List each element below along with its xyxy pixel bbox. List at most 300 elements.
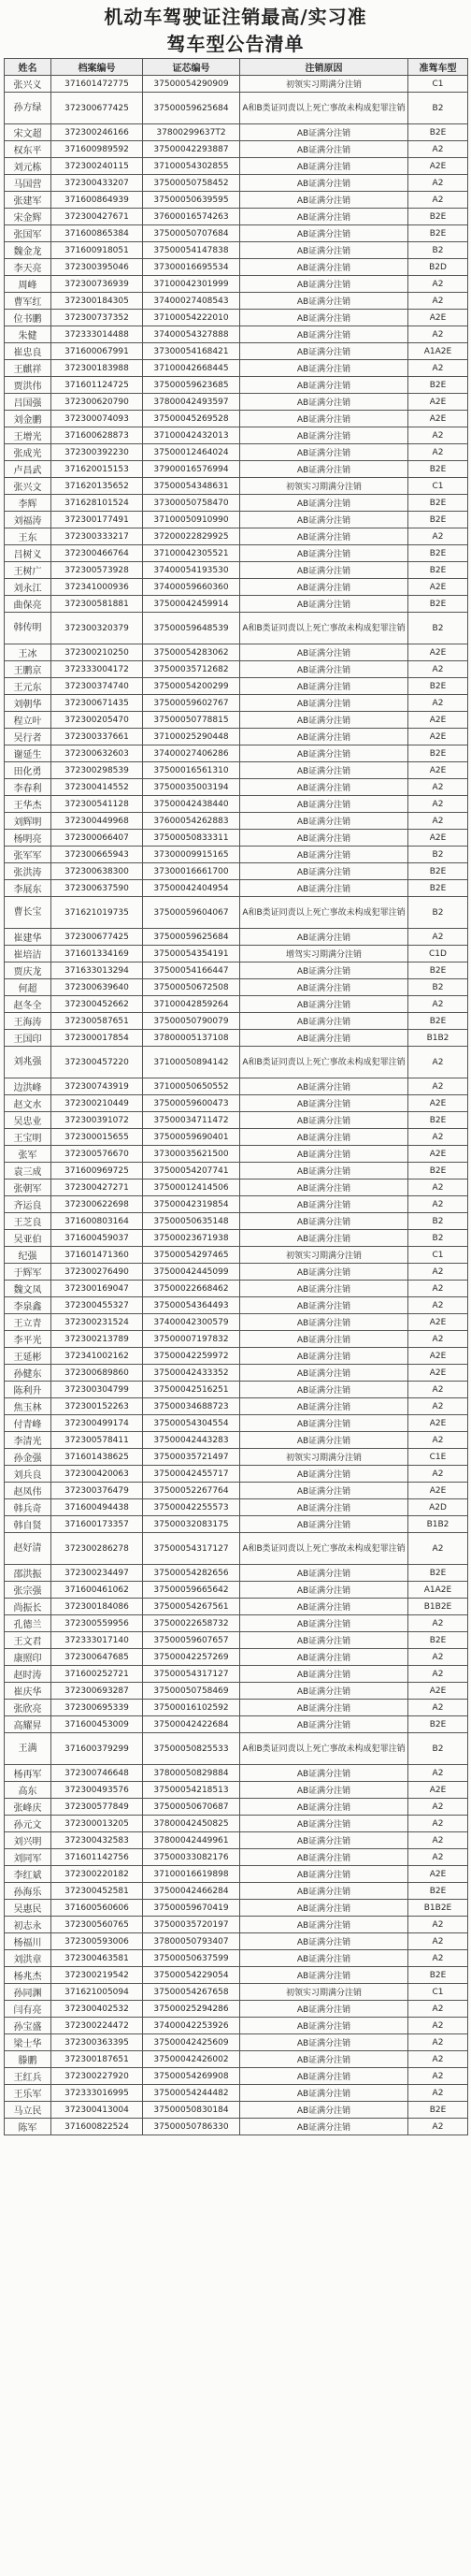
table-row xyxy=(5,377,468,394)
cell-chip-number: 37900016576994 xyxy=(143,461,240,478)
cell-vehicle-class: A2 xyxy=(408,1297,468,1314)
cell-file-number: 372300333217 xyxy=(51,528,143,545)
cell-file-number: 372300693287 xyxy=(51,1683,143,1700)
table-row xyxy=(5,962,468,979)
cell-chip-number: 37100042305521 xyxy=(143,545,240,562)
cell-vehicle-class: A2 xyxy=(408,2018,468,2034)
cell-chip-number: 37100050894142 xyxy=(143,1047,240,1078)
table-row xyxy=(5,1765,468,1782)
cell-vehicle-class: A2 xyxy=(408,175,468,192)
cell-cancel-reason: AB证满分注销 xyxy=(240,1967,408,1984)
cell-file-number: 372300184086 xyxy=(51,1599,143,1615)
cell-vehicle-class: B2 xyxy=(408,242,468,259)
table-row xyxy=(5,1816,468,1832)
cell-chip-number: 37500042466284 xyxy=(143,1883,240,1900)
cell-chip-number: 37100016619898 xyxy=(143,1866,240,1883)
cell-name: 孙元文 xyxy=(5,1816,51,1832)
cell-cancel-reason: AB证满分注销 xyxy=(240,1950,408,1967)
cell-name: 刘兆强 xyxy=(5,1047,51,1078)
table-row xyxy=(5,1799,468,1816)
table-row xyxy=(5,1849,468,1866)
cell-file-number: 372300560765 xyxy=(51,1917,143,1933)
cell-file-number: 372300639640 xyxy=(51,979,143,996)
cell-chip-number: 37500050833311 xyxy=(143,830,240,847)
cell-name: 杨明亮 xyxy=(5,830,51,847)
cell-chip-number: 37500050778815 xyxy=(143,712,240,729)
cell-file-number: 372300541128 xyxy=(51,796,143,813)
cell-file-number: 372300374740 xyxy=(51,678,143,695)
cell-file-number: 372300671435 xyxy=(51,695,143,712)
cell-file-number: 372300184305 xyxy=(51,293,143,310)
cell-vehicle-class: A2 xyxy=(408,1331,468,1348)
cell-chip-number: 37500054304554 xyxy=(143,1415,240,1432)
cell-cancel-reason: AB证满分注销 xyxy=(240,259,408,276)
table-row xyxy=(5,1967,468,1984)
cell-name: 刘洪章 xyxy=(5,1950,51,1967)
cell-name: 张国军 xyxy=(5,225,51,242)
cell-file-number: 371601438625 xyxy=(51,1449,143,1466)
cell-chip-number: 37400027408543 xyxy=(143,293,240,310)
cell-vehicle-class: B2E xyxy=(408,461,468,478)
cell-name: 孙同渊 xyxy=(5,1984,51,2001)
cell-vehicle-class: C1 xyxy=(408,76,468,93)
cell-cancel-reason: AB证满分注销 xyxy=(240,1382,408,1398)
cell-file-number: 372300015655 xyxy=(51,1129,143,1146)
cell-cancel-reason: AB证满分注销 xyxy=(240,124,408,141)
table-row xyxy=(5,1314,468,1331)
cell-vehicle-class: A2E xyxy=(408,310,468,326)
cell-file-number: 372341000936 xyxy=(51,579,143,596)
cell-vehicle-class: B2 xyxy=(408,1230,468,1247)
cell-vehicle-class: A2E xyxy=(408,830,468,847)
cell-chip-number: 37400042300579 xyxy=(143,1314,240,1331)
cell-chip-number: 37500054317127 xyxy=(143,1666,240,1683)
cell-vehicle-class: A2 xyxy=(408,929,468,946)
cell-file-number: 372300632603 xyxy=(51,745,143,762)
cell-vehicle-class: B2E xyxy=(408,545,468,562)
cell-chip-number: 37500054297465 xyxy=(143,1247,240,1264)
cell-chip-number: 37100054222010 xyxy=(143,310,240,326)
cell-name: 滕鹏 xyxy=(5,2051,51,2068)
cell-name: 位书鹏 xyxy=(5,310,51,326)
cell-name: 刘福涛 xyxy=(5,512,51,528)
cell-file-number: 372300183988 xyxy=(51,360,143,377)
cell-vehicle-class: A2 xyxy=(408,2068,468,2085)
cell-cancel-reason: AB证满分注销 xyxy=(240,1615,408,1632)
cell-name: 李泉鑫 xyxy=(5,1297,51,1314)
cell-file-number: 372300240115 xyxy=(51,158,143,175)
cell-cancel-reason: AB证满分注销 xyxy=(240,1264,408,1281)
table-row xyxy=(5,411,468,427)
cell-file-number: 372300213789 xyxy=(51,1331,143,1348)
cell-name: 陈利升 xyxy=(5,1382,51,1398)
cell-vehicle-class: B2E xyxy=(408,596,468,613)
cell-file-number: 372300320379 xyxy=(51,613,143,644)
cell-cancel-reason: AB证满分注销 xyxy=(240,745,408,762)
cell-cancel-reason: AB证满分注销 xyxy=(240,1331,408,1348)
cell-chip-number: 37300050758470 xyxy=(143,495,240,512)
cell-vehicle-class: A2 xyxy=(408,1047,468,1078)
cell-cancel-reason: AB证满分注销 xyxy=(240,1281,408,1297)
cell-chip-number: 37800042493597 xyxy=(143,394,240,411)
cell-name: 孙金强 xyxy=(5,1449,51,1466)
cell-name: 张兴义 xyxy=(5,76,51,93)
cell-vehicle-class: A2E xyxy=(408,1866,468,1883)
cell-name: 曹长宝 xyxy=(5,897,51,929)
table-row xyxy=(5,528,468,545)
cell-cancel-reason: AB证满分注销 xyxy=(240,1632,408,1649)
cell-vehicle-class: A2E xyxy=(408,579,468,596)
cell-file-number: 371600918051 xyxy=(51,242,143,259)
cell-cancel-reason: AB证满分注销 xyxy=(240,1213,408,1230)
table-row xyxy=(5,360,468,377)
cell-file-number: 372300737352 xyxy=(51,310,143,326)
cell-vehicle-class: A2E xyxy=(408,644,468,661)
cell-vehicle-class: B2E xyxy=(408,1632,468,1649)
table-body xyxy=(5,76,468,2135)
cell-vehicle-class: A2 xyxy=(408,1264,468,1281)
cell-vehicle-class: A2 xyxy=(408,1432,468,1449)
cell-name: 吴忠业 xyxy=(5,1112,51,1129)
cell-file-number: 371600628873 xyxy=(51,427,143,444)
cell-cancel-reason: AB证满分注销 xyxy=(240,1179,408,1196)
cell-vehicle-class: A2 xyxy=(408,1799,468,1816)
cell-cancel-reason: AB证满分注销 xyxy=(240,209,408,225)
cell-name: 康照印 xyxy=(5,1649,51,1666)
cell-name: 孙宝盛 xyxy=(5,2018,51,2034)
cell-vehicle-class: B2E xyxy=(408,1883,468,1900)
cell-file-number: 372300169047 xyxy=(51,1281,143,1297)
cell-name: 田化勇 xyxy=(5,762,51,779)
cell-file-number: 371600865384 xyxy=(51,225,143,242)
cell-file-number: 372300449968 xyxy=(51,813,143,830)
cell-vehicle-class: B2 xyxy=(408,847,468,863)
cell-cancel-reason: AB证满分注销 xyxy=(240,242,408,259)
cell-name: 李清光 xyxy=(5,1432,51,1449)
cell-vehicle-class: A2 xyxy=(408,444,468,461)
table-row xyxy=(5,1013,468,1030)
cell-file-number: 372300427671 xyxy=(51,209,143,225)
cell-file-number: 372300337661 xyxy=(51,729,143,745)
cell-name: 朱健 xyxy=(5,326,51,343)
cell-file-number: 372300420063 xyxy=(51,1466,143,1483)
table-row xyxy=(5,596,468,613)
cell-file-number: 371600822524 xyxy=(51,2119,143,2135)
table-row xyxy=(5,1499,468,1516)
cell-vehicle-class: A2E xyxy=(408,1146,468,1163)
cell-name: 杨兆杰 xyxy=(5,1967,51,1984)
cell-vehicle-class: A2 xyxy=(408,1649,468,1666)
cell-name: 何超 xyxy=(5,979,51,996)
cell-cancel-reason: AB证满分注销 xyxy=(240,377,408,394)
cancellation-table xyxy=(4,58,468,2135)
cell-cancel-reason: AB证满分注销 xyxy=(240,2119,408,2135)
cell-chip-number: 37500022668462 xyxy=(143,1281,240,1297)
cell-chip-number: 37500050672508 xyxy=(143,979,240,996)
table-row xyxy=(5,293,468,310)
table-row xyxy=(5,562,468,579)
cell-vehicle-class: A2 xyxy=(408,2085,468,2102)
cell-chip-number: 37100042668445 xyxy=(143,360,240,377)
cell-vehicle-class: A2 xyxy=(408,1950,468,1967)
cell-vehicle-class: B2 xyxy=(408,979,468,996)
cell-vehicle-class: B2E xyxy=(408,512,468,528)
cell-cancel-reason: AB证满分注销 xyxy=(240,1112,408,1129)
table-row xyxy=(5,1716,468,1733)
table-row xyxy=(5,1078,468,1095)
cell-name: 魏金龙 xyxy=(5,242,51,259)
cell-cancel-reason: AB证满分注销 xyxy=(240,762,408,779)
cell-vehicle-class: A2 xyxy=(408,1129,468,1146)
table-row xyxy=(5,1415,468,1432)
table-row xyxy=(5,1666,468,1683)
cell-vehicle-class: B2D xyxy=(408,259,468,276)
cell-name: 吴行者 xyxy=(5,729,51,745)
cell-file-number: 372300746648 xyxy=(51,1765,143,1782)
cell-chip-number: 37500054166447 xyxy=(143,962,240,979)
table-row xyxy=(5,1331,468,1348)
cell-name: 王鹏京 xyxy=(5,661,51,678)
cell-chip-number: 37500054147838 xyxy=(143,242,240,259)
cell-vehicle-class: A2 xyxy=(408,1179,468,1196)
cell-cancel-reason: AB证满分注销 xyxy=(240,545,408,562)
cell-chip-number: 37500042404954 xyxy=(143,880,240,897)
table-row xyxy=(5,1516,468,1533)
cell-chip-number: 37500035721497 xyxy=(143,1449,240,1466)
cell-cancel-reason: AB证满分注销 xyxy=(240,1466,408,1483)
cell-vehicle-class: A2E xyxy=(408,1314,468,1331)
cell-file-number: 371601142756 xyxy=(51,1849,143,1866)
cell-cancel-reason: AB证满分注销 xyxy=(240,192,408,209)
cell-name: 孙海乐 xyxy=(5,1883,51,1900)
table-row xyxy=(5,1047,468,1078)
cell-name: 曲保亮 xyxy=(5,596,51,613)
cell-chip-number: 37200022829925 xyxy=(143,528,240,545)
table-row xyxy=(5,1432,468,1449)
cell-chip-number: 37500050639595 xyxy=(143,192,240,209)
cell-file-number: 372300414552 xyxy=(51,779,143,796)
cell-file-number: 372300457220 xyxy=(51,1047,143,1078)
table-row xyxy=(5,1782,468,1799)
cell-file-number: 371600459037 xyxy=(51,1230,143,1247)
cell-name: 刘同军 xyxy=(5,1849,51,1866)
cell-name: 周峰 xyxy=(5,276,51,293)
cell-cancel-reason: AB证满分注销 xyxy=(240,1666,408,1683)
cell-file-number: 372300395046 xyxy=(51,259,143,276)
cell-chip-number: 37500045269528 xyxy=(143,411,240,427)
cell-name: 杨再军 xyxy=(5,1765,51,1782)
cell-name: 赵时涛 xyxy=(5,1666,51,1683)
table-row xyxy=(5,1866,468,1883)
cell-name: 贾洪伟 xyxy=(5,377,51,394)
cell-cancel-reason: AB证满分注销 xyxy=(240,326,408,343)
cell-file-number: 372300224472 xyxy=(51,2018,143,2034)
cell-vehicle-class: B1B2 xyxy=(408,1516,468,1533)
cell-file-number: 372300577849 xyxy=(51,1799,143,1816)
cell-file-number: 372300677425 xyxy=(51,93,143,124)
cell-chip-number: 37300009915165 xyxy=(143,847,240,863)
table-row xyxy=(5,158,468,175)
cell-name: 崔培洁 xyxy=(5,946,51,962)
cell-vehicle-class: A2 xyxy=(408,1933,468,1950)
cell-file-number: 371600252721 xyxy=(51,1666,143,1683)
cell-vehicle-class: C1 xyxy=(408,1247,468,1264)
cell-name: 吴亚伯 xyxy=(5,1230,51,1247)
cell-vehicle-class: A2E xyxy=(408,1683,468,1700)
cell-chip-number: 37500054267561 xyxy=(143,1599,240,1615)
cell-vehicle-class: B2E xyxy=(408,225,468,242)
cell-name: 刘金鹏 xyxy=(5,411,51,427)
cell-name: 李辉 xyxy=(5,495,51,512)
cell-file-number: 372300432583 xyxy=(51,1832,143,1849)
cell-name: 杨福川 xyxy=(5,1933,51,1950)
cell-chip-number: 37500050635148 xyxy=(143,1213,240,1230)
cell-chip-number: 37500054200299 xyxy=(143,678,240,695)
table-row xyxy=(5,427,468,444)
cell-chip-number: 37500042516251 xyxy=(143,1382,240,1398)
cell-cancel-reason: AB证满分注销 xyxy=(240,1365,408,1382)
cell-file-number: 372300227920 xyxy=(51,2068,143,2085)
cell-chip-number: 37600016574263 xyxy=(143,209,240,225)
cell-cancel-reason: 初领实习期满分注销 xyxy=(240,1984,408,2001)
cell-file-number: 372300665943 xyxy=(51,847,143,863)
cell-vehicle-class: B1B2E xyxy=(408,1599,468,1615)
cell-vehicle-class: B2E xyxy=(408,745,468,762)
cell-file-number: 372300210449 xyxy=(51,1095,143,1112)
cell-file-number: 372300637590 xyxy=(51,880,143,897)
cell-name: 王元东 xyxy=(5,678,51,695)
cell-vehicle-class: A2 xyxy=(408,2051,468,2068)
cell-chip-number: 37500042459914 xyxy=(143,596,240,613)
cell-cancel-reason: AB证满分注销 xyxy=(240,1917,408,1933)
cell-file-number: 371621019735 xyxy=(51,897,143,929)
cell-cancel-reason: AB证满分注销 xyxy=(240,1348,408,1365)
cell-file-number: 372300620790 xyxy=(51,394,143,411)
cell-vehicle-class: B2 xyxy=(408,613,468,644)
cell-cancel-reason: AB证满分注销 xyxy=(240,225,408,242)
cell-chip-number: 37500042257269 xyxy=(143,1649,240,1666)
cell-cancel-reason: AB证满分注销 xyxy=(240,1832,408,1849)
cell-file-number: 371601124725 xyxy=(51,377,143,394)
cell-cancel-reason: A和B类证同责以上死亡事故未构成犯罪注销 xyxy=(240,897,408,929)
cell-vehicle-class: B2 xyxy=(408,93,468,124)
cell-cancel-reason: AB证满分注销 xyxy=(240,1866,408,1883)
cell-vehicle-class: A2D xyxy=(408,1499,468,1516)
cell-vehicle-class: A2 xyxy=(408,1382,468,1398)
cell-cancel-reason: AB证满分注销 xyxy=(240,512,408,528)
cell-chip-number: 37100025290448 xyxy=(143,729,240,745)
cell-name: 邵洪振 xyxy=(5,1565,51,1582)
table-row xyxy=(5,579,468,596)
cell-chip-number: 37500050707684 xyxy=(143,225,240,242)
cell-cancel-reason: AB证满分注销 xyxy=(240,427,408,444)
cell-chip-number: 37500050637599 xyxy=(143,1950,240,1967)
cell-name: 初志永 xyxy=(5,1917,51,1933)
cell-chip-number: 37500054364493 xyxy=(143,1297,240,1314)
table-row xyxy=(5,762,468,779)
cell-chip-number: 37300035621500 xyxy=(143,1146,240,1163)
cell-cancel-reason: AB证满分注销 xyxy=(240,293,408,310)
table-row xyxy=(5,1030,468,1047)
cell-file-number: 372300231524 xyxy=(51,1314,143,1331)
cell-vehicle-class: A2E xyxy=(408,411,468,427)
cell-file-number: 372300234497 xyxy=(51,1565,143,1582)
cell-cancel-reason: AB证满分注销 xyxy=(240,1883,408,1900)
cell-name: 宋文超 xyxy=(5,124,51,141)
cell-vehicle-class: B2 xyxy=(408,1213,468,1230)
cell-name: 王乐军 xyxy=(5,2085,51,2102)
cell-chip-number: 37500059602767 xyxy=(143,695,240,712)
table-row xyxy=(5,343,468,360)
cell-chip-number: 37500054207741 xyxy=(143,1163,240,1179)
cell-name: 梁士华 xyxy=(5,2034,51,2051)
table-row xyxy=(5,76,468,93)
table-row xyxy=(5,1095,468,1112)
table-row xyxy=(5,141,468,158)
cell-file-number: 371601472775 xyxy=(51,76,143,93)
cell-file-number: 372300177491 xyxy=(51,512,143,528)
cell-file-number: 372300433207 xyxy=(51,175,143,192)
cell-chip-number: 37800050829884 xyxy=(143,1765,240,1782)
table-row xyxy=(5,1196,468,1213)
cell-chip-number: 37500032083175 xyxy=(143,1516,240,1533)
cell-chip-number: 37500050786330 xyxy=(143,2119,240,2135)
table-row xyxy=(5,276,468,293)
cell-cancel-reason: AB证满分注销 xyxy=(240,579,408,596)
cell-file-number: 372300581881 xyxy=(51,596,143,613)
cell-chip-number: 37500050790079 xyxy=(143,1013,240,1030)
cell-vehicle-class: B2E xyxy=(408,495,468,512)
cell-chip-number: 37500042443283 xyxy=(143,1432,240,1449)
cell-cancel-reason: AB证满分注销 xyxy=(240,1163,408,1179)
cell-chip-number: 37500035003194 xyxy=(143,779,240,796)
cell-chip-number: 37500042445099 xyxy=(143,1264,240,1281)
cell-cancel-reason: AB证满分注销 xyxy=(240,2001,408,2018)
cell-name: 魏文凤 xyxy=(5,1281,51,1297)
cell-chip-number: 37500059670419 xyxy=(143,1900,240,1917)
table-row xyxy=(5,729,468,745)
cell-cancel-reason: AB证满分注销 xyxy=(240,661,408,678)
cell-vehicle-class: B2E xyxy=(408,1565,468,1582)
cell-chip-number: 37500012464024 xyxy=(143,444,240,461)
cell-cancel-reason: A和B类证同责以上死亡事故未构成犯罪注销 xyxy=(240,613,408,644)
cell-cancel-reason: AB证满分注销 xyxy=(240,695,408,712)
cell-chip-number: 37500042259972 xyxy=(143,1348,240,1365)
cell-chip-number: 37500035712682 xyxy=(143,661,240,678)
cell-name: 李展东 xyxy=(5,880,51,897)
cell-vehicle-class: A2 xyxy=(408,796,468,813)
cell-cancel-reason: AB证满分注销 xyxy=(240,411,408,427)
cell-file-number: 372300413004 xyxy=(51,2102,143,2119)
cell-vehicle-class: A2 xyxy=(408,2034,468,2051)
cell-name: 王芝良 xyxy=(5,1213,51,1230)
cell-file-number: 371600067991 xyxy=(51,343,143,360)
table-row xyxy=(5,796,468,813)
cell-file-number: 372300647685 xyxy=(51,1649,143,1666)
cell-chip-number: 37600054262883 xyxy=(143,813,240,830)
cell-file-number: 372300013205 xyxy=(51,1816,143,1832)
cell-cancel-reason: AB证满分注销 xyxy=(240,813,408,830)
cell-file-number: 372300622698 xyxy=(51,1196,143,1213)
cell-chip-number: 37400054327888 xyxy=(143,326,240,343)
cell-file-number: 372300066407 xyxy=(51,830,143,847)
cell-name: 张兴文 xyxy=(5,478,51,495)
cell-file-number: 371620135652 xyxy=(51,478,143,495)
cell-cancel-reason: AB证满分注销 xyxy=(240,310,408,326)
cell-file-number: 372300677425 xyxy=(51,929,143,946)
cell-name: 刘永江 xyxy=(5,579,51,596)
table-row xyxy=(5,1984,468,2001)
